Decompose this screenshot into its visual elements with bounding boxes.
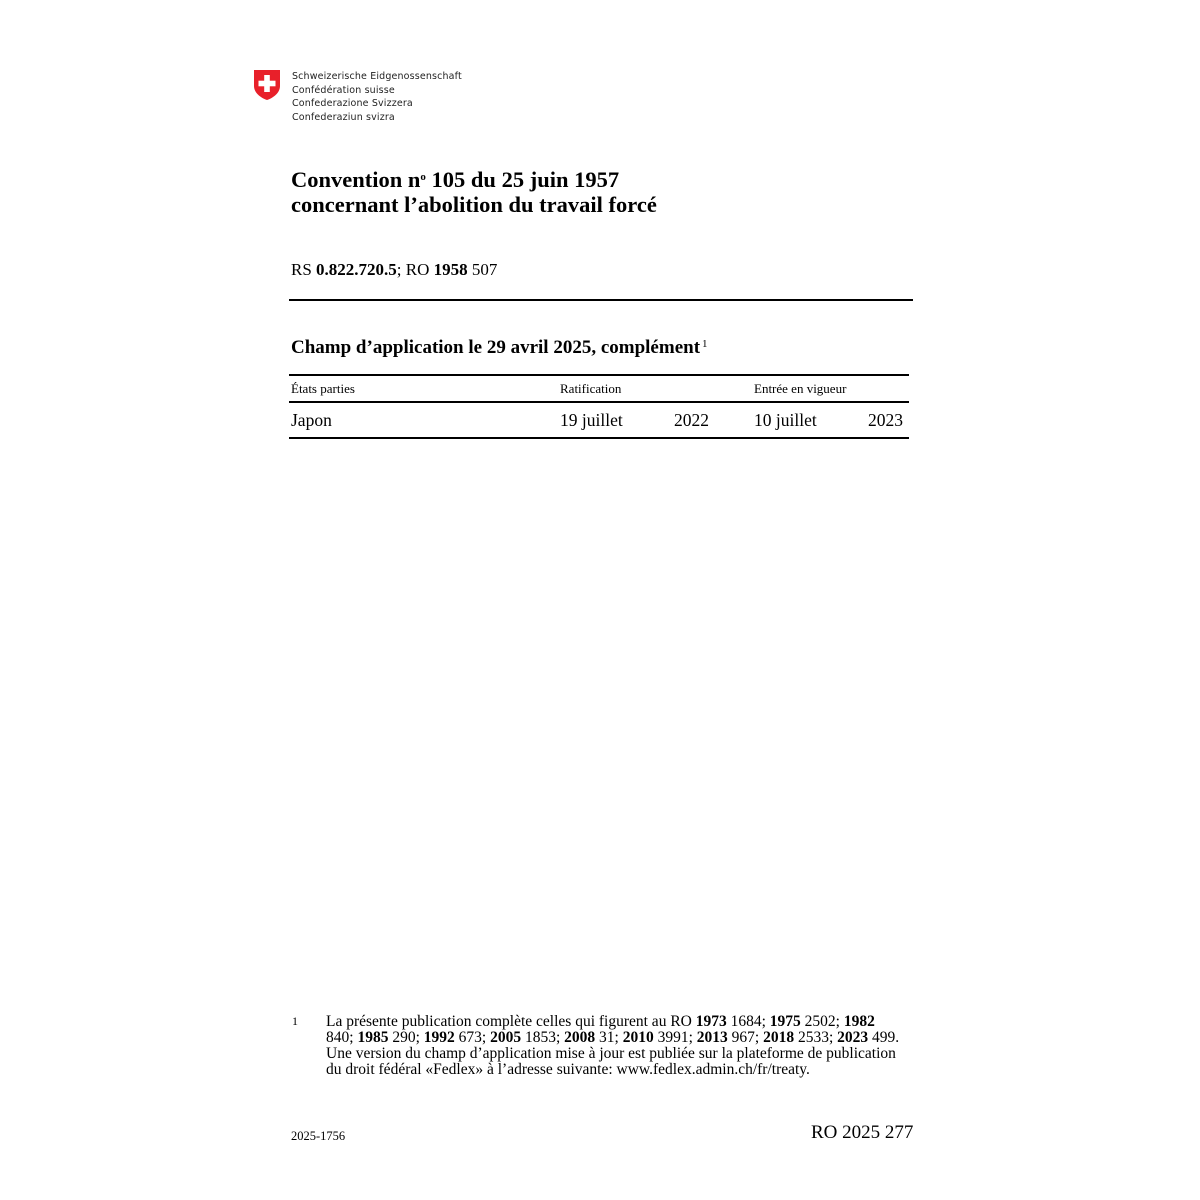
confederation-name-it: Confederazione Svizzera [292,98,413,110]
title-line-1: Convention $n^o$ 105 du 25 juin 1957 [291,167,620,192]
table-top-rule [289,374,909,376]
document-title [291,167,657,217]
confederation-name-fr: Confédération suisse [292,84,395,96]
cell-entry-year: 2023 [868,410,903,430]
table-header-rule [289,401,909,403]
rs-ro-reference: RS 0.822.720.5; RO 1958 507 [291,260,498,279]
footnote-marker: 1 [702,338,708,350]
cell-ratification-year: 2022 [674,410,709,430]
confederation-names [292,70,462,124]
header-divider [289,299,913,301]
cell-entry-day: 10 juillet [754,410,817,430]
cell-state: Japon [291,410,332,430]
table-bottom-rule [289,437,909,439]
footnote-number: 1 [292,1014,298,1028]
footnote-text: La présente publication complète celles qui figurent au RO 1973 1684; 1975 2502; 1982 840; 1985 290; 1992 673; 2005 1853; 2008 31; 2010 3991; 2013 967; 2018 2533; 2023 499. Une version du champ d’application mise à jour est publiée sur la plateforme de publication du droit fédéral «Fedlex» à l’adresse suivante: www.fedlex.admin.ch/fr/treaty. [326,1013,900,1078]
ro-year: 1958 [433,260,468,279]
scope-title: Champ d’application le 29 avril 2025, complément $^1$ [291,337,708,358]
title-line-2: concernant l’abolition du travail forcé [291,192,657,217]
document-id: 2025-1756 [291,1129,346,1143]
confederation-name-de: Schweizerische Eidgenossenschaft [292,71,462,82]
header-ratification: Ratification [560,381,622,396]
cell-ratification-day: 19 juillet [560,410,623,430]
header-states: États parties [291,381,355,396]
rs-number: 0.822.720.5 [316,260,397,279]
ro-reference: RO 2025 277 [811,1122,914,1143]
header-entry-into-force: Entrée en vigueur [754,381,847,396]
swiss-cross-emblem-icon [253,69,281,101]
confederation-name-rm: Confederaziun svizra [292,111,395,123]
